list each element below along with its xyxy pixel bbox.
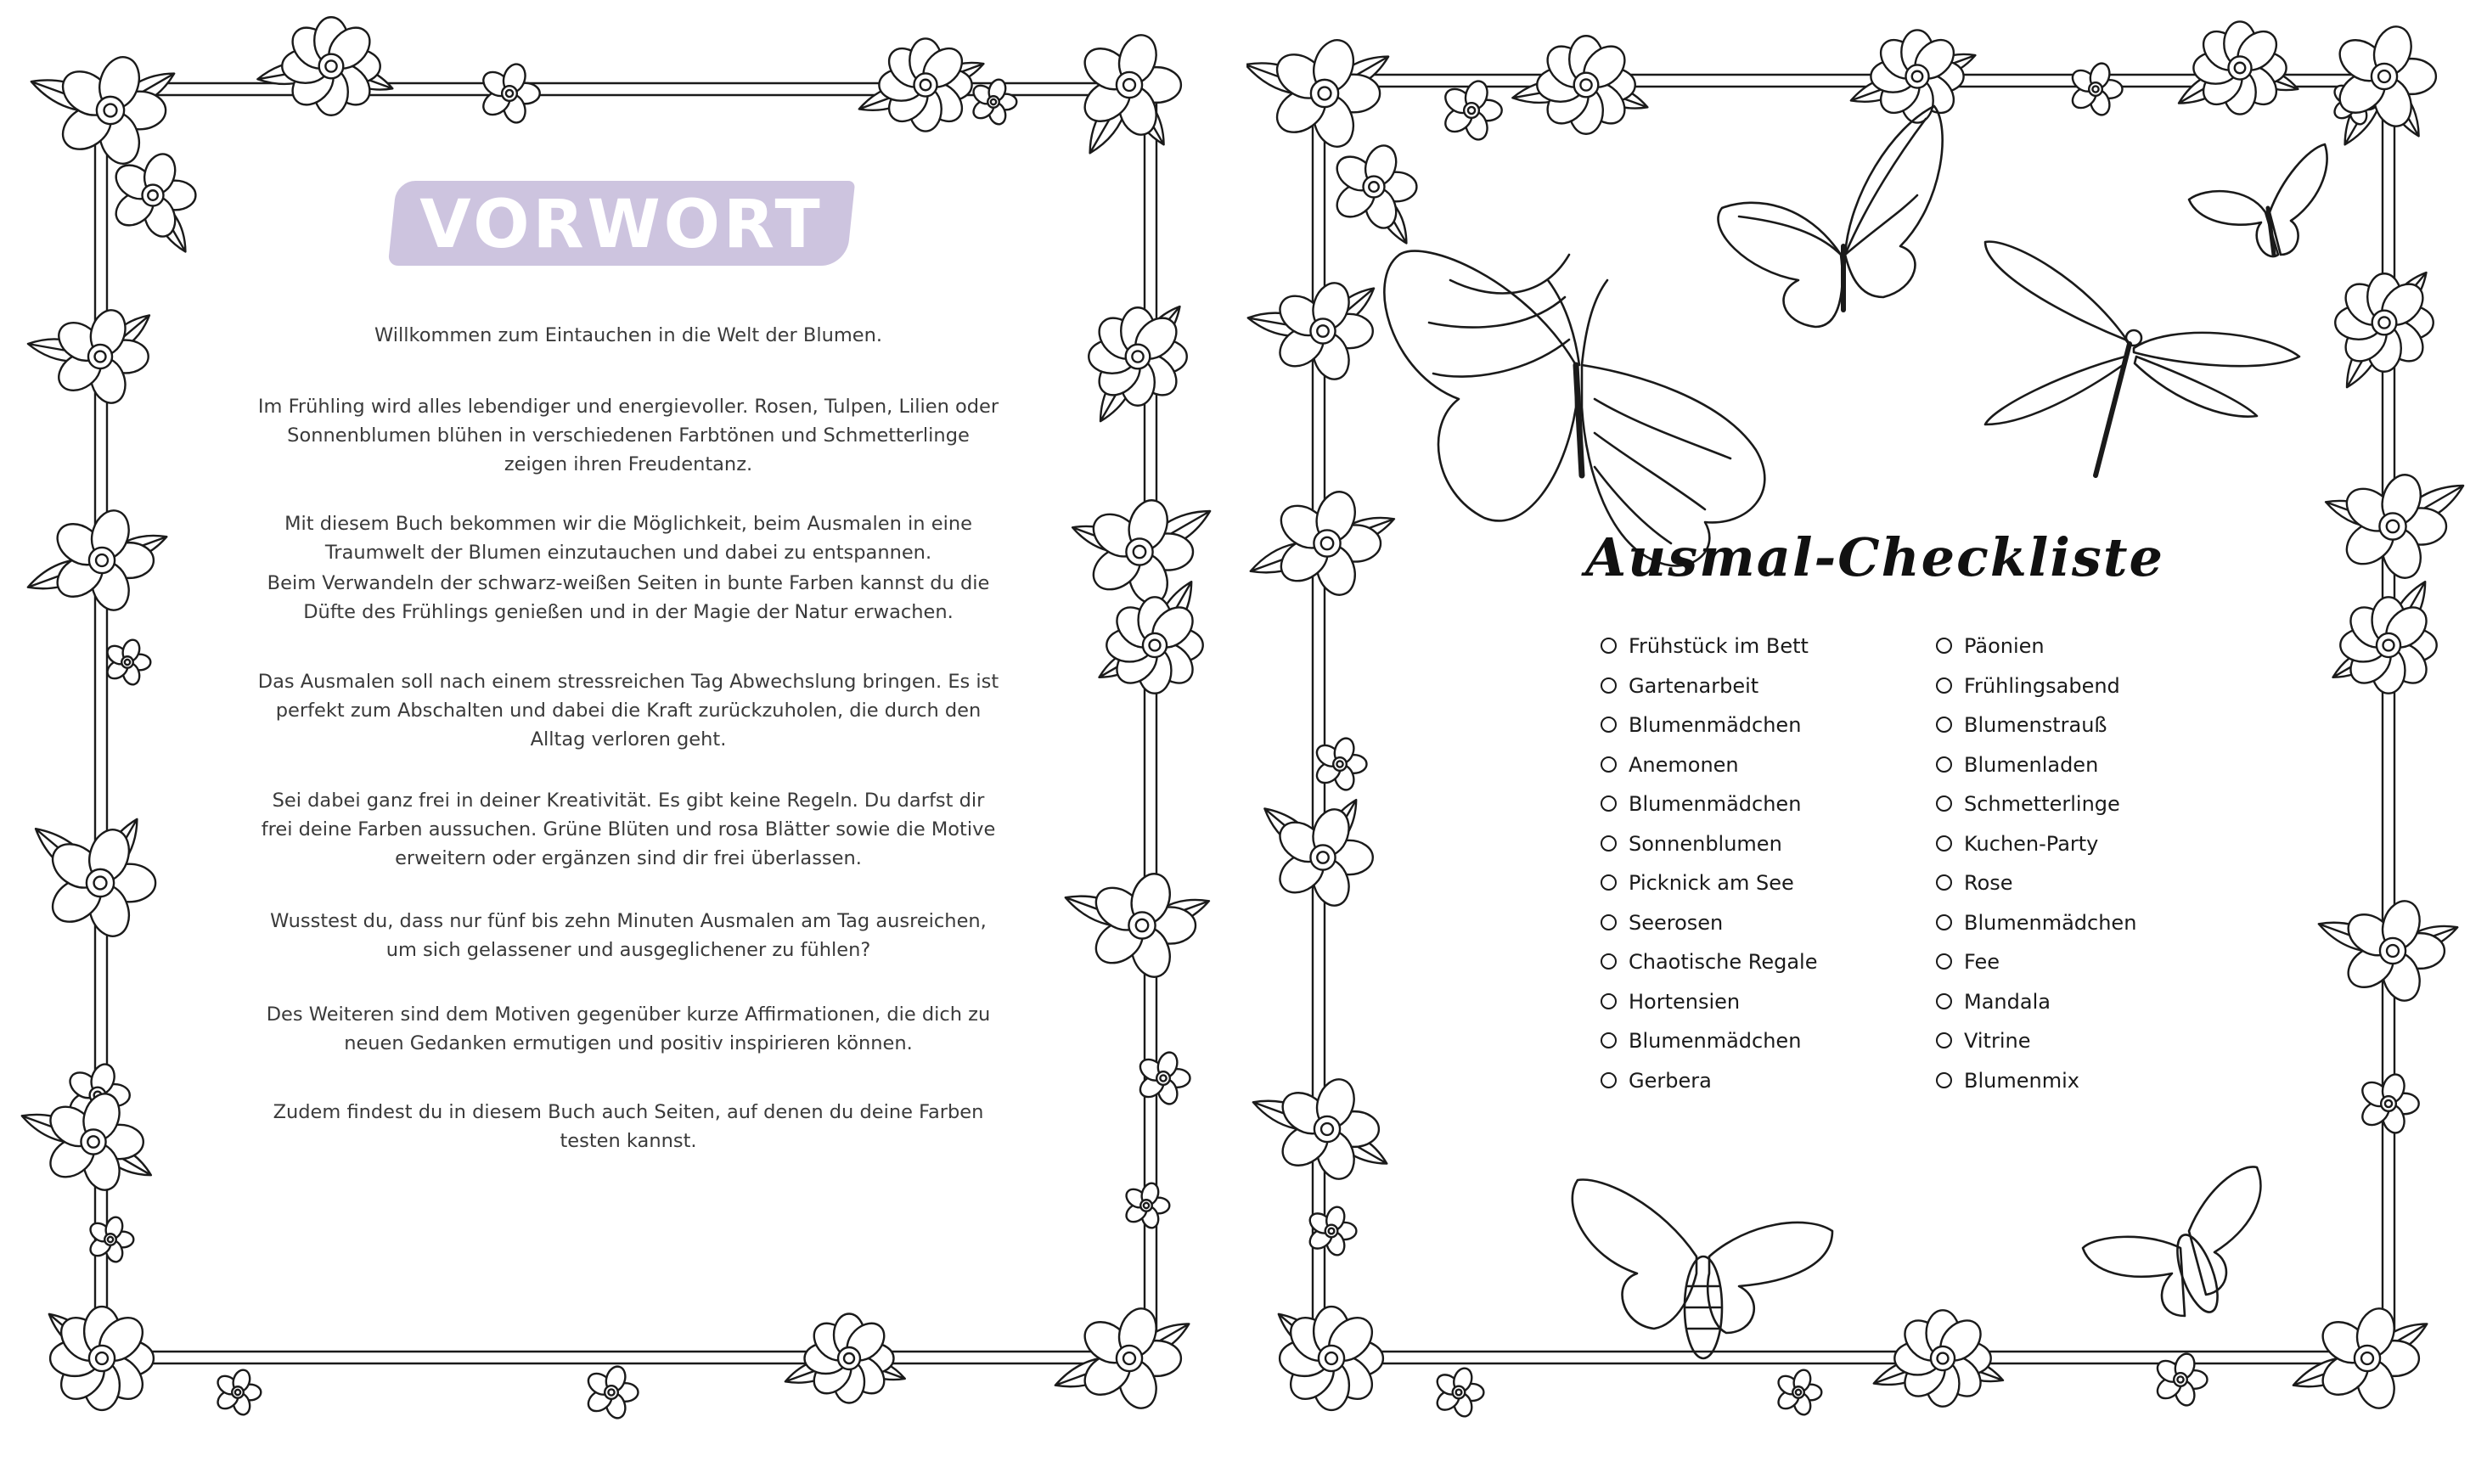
flower-icon [49,506,153,616]
checkbox-circle-icon[interactable] [1936,914,1952,930]
checklist-item[interactable] [1601,705,1817,745]
checklist-item-label: Blumenmädchen [1629,713,1802,737]
checklist-item-label: Blumenstrauß [1964,713,2107,737]
checkbox-circle-icon[interactable] [1936,993,1952,1009]
flower-icon [1088,868,1196,981]
checklist-item-label: Rose [1964,871,2013,895]
checklist-item[interactable] [1936,903,2136,943]
checklist-item-label: Päonien [1964,634,2045,658]
checklist-item-label: Fee [1964,950,2000,974]
checklist-item[interactable] [1936,982,2136,1022]
checkbox-circle-icon[interactable] [1936,756,1952,773]
checklist-item[interactable] [1936,627,2136,666]
flower-icon [1123,1181,1169,1230]
checklist-item-label: Blumenmix [1964,1068,2079,1093]
checklist-item-label: Mandala [1964,989,2051,1014]
checklist-item[interactable] [1936,1061,2136,1101]
checklist-item-label: Blumenladen [1964,752,2099,777]
butterfly-upper [1719,106,1943,327]
paragraph-transform: Beim Verwandeln der schwarz-weißen Seiten in bunte Farben kannst du die Düfte des Frühlings genießen und in der Magie der Natur erwachen. [267,572,990,623]
checklist-item-label: Blumenmädchen [1629,792,1802,816]
checklist-item-label: Picknick am See [1629,871,1794,895]
moth-right [2083,1166,2260,1317]
checkbox-circle-icon[interactable] [1601,638,1617,654]
checkbox-circle-icon[interactable] [1601,914,1617,930]
checklist-item-label: Seerosen [1629,910,1724,935]
checkbox-circle-icon[interactable] [1601,1072,1617,1088]
title-banner [392,174,851,276]
checklist-item-label: Gerbera [1629,1068,1712,1093]
checklist-column-2 [1936,627,2136,1100]
checkbox-circle-icon[interactable] [1936,638,1952,654]
checklist-item-label: Frühlingsabend [1964,673,2120,698]
flower-icon [1077,31,1180,140]
checklist-item[interactable] [1601,903,1817,943]
flower-icon [1106,597,1202,693]
right-page [1246,0,2487,1484]
flower-icon [50,1307,154,1410]
checkbox-circle-icon[interactable] [1936,677,1952,694]
checkbox-circle-icon[interactable] [1601,717,1617,733]
checklist-item[interactable] [1936,745,2136,785]
paragraph-welcome: Willkommen zum Eintauchen in die Welt der Blumen. [374,324,883,346]
checkbox-circle-icon[interactable] [1936,795,1952,812]
paragraph-test-pages: Zudem findest du in diesem Buch auch Seiten, auf denen du deine Farben testen kannst. [273,1101,984,1152]
left-page [0,0,1240,1484]
checkbox-circle-icon[interactable] [1936,835,1952,852]
flower-icon [104,638,150,687]
checklist-item[interactable] [1936,1021,2136,1061]
flower-icon [282,17,380,115]
flower-icon [87,1215,133,1264]
checkbox-circle-icon[interactable] [1601,874,1617,891]
paragraph-relax: Das Ausmalen soll nach einem stressreichen Tag Abwechslung bringen. Es ist perfekt zum Abschalten und dabei die Kraft zurückzuholen, die durch den Alltag verloren geht. [257,671,999,750]
flower-icon [214,1368,261,1417]
flower-icon [805,1314,894,1403]
checklist-item[interactable] [1936,705,2136,745]
paragraph-minutes: Wusstest du, dass nur fünf bis zehn Minuten Ausmalen am Tag ausreichen, um sich gelassener und ausgeglichener zu fühlen? [270,910,987,961]
checklist-item[interactable] [1601,666,1817,706]
flower-icon [43,1089,143,1195]
flower-icon [1077,1304,1180,1414]
checkbox-circle-icon[interactable] [1601,835,1617,852]
checklist-item-label: Vitrine [1964,1029,2031,1053]
checklist-item[interactable] [1601,942,1817,982]
checklist-item-label: Sonnenblumen [1629,831,1782,856]
checklist-item-label: Chaotische Regale [1629,950,1818,974]
checklist-item[interactable] [1601,824,1817,864]
checklist-item[interactable] [1936,666,2136,706]
flower-icon [479,61,540,125]
checkbox-circle-icon[interactable] [1601,795,1617,812]
checklist-item[interactable] [1601,745,1817,785]
checklist-column-1 [1601,627,1817,1100]
checkbox-circle-icon[interactable] [1601,1032,1617,1048]
flower-icon [1089,307,1187,406]
paragraph-affirmations: Des Weiteren sind dem Motiven gegenüber kurze Affirmationen, die dich zu neuen Gedanken ermutigen und positiv inspirieren können. [266,1003,991,1054]
paragraph-creativity: Sei dabei ganz frei in deiner Kreativität. Es gibt keine Regeln. Du darfst dir frei deine Farben aussuchen. Grüne Blüten und rosa Blätter sowie die Motive erweitern oder ergänzen sind dir frei überlassen. [261,790,996,869]
dragonfly [1985,242,2299,475]
paragraph-spring: Im Frühling wird alles lebendiger und energievoller. Rosen, Tulpen, Lilien oder Sonnenblumen blühen in verschiedenen Farbtönen und Schmetterlinge zeigen ihren Freudentanz. [257,396,999,475]
checklist-item[interactable] [1601,784,1817,824]
checklist-item[interactable] [1936,863,2136,903]
checkbox-circle-icon[interactable] [1601,953,1617,970]
checklist-item[interactable] [1601,982,1817,1022]
flower-icon [54,52,166,169]
checkbox-circle-icon[interactable] [1936,1032,1952,1048]
checklist-item-label: Frühstück im Bett [1629,634,1809,658]
butterfly-small [2189,144,2327,256]
checklist-item[interactable] [1601,627,1817,666]
moth-left [1573,1180,1832,1358]
checkbox-circle-icon[interactable] [1936,717,1952,733]
checkbox-circle-icon[interactable] [1936,953,1952,970]
checklist-item[interactable] [1936,942,2136,982]
flower-icon [584,1364,638,1421]
checklist-item[interactable] [1936,824,2136,864]
checklist-item-label: Kuchen-Party [1964,831,2099,856]
checklist-title: Ausmal-Checkliste [1585,526,2164,588]
checklist-item[interactable] [1601,1061,1817,1101]
checklist-item-label: Blumenmädchen [1629,1029,1802,1053]
checklist-item[interactable] [1936,784,2136,824]
checklist-item-label: Hortensien [1629,989,1741,1014]
checkbox-circle-icon[interactable] [1601,677,1617,694]
checklist-item[interactable] [1601,863,1817,903]
butterfly-large [1384,251,1764,566]
page-title: VORWORT [419,187,824,263]
checkbox-circle-icon[interactable] [1936,1072,1952,1088]
checkbox-circle-icon[interactable] [1936,874,1952,891]
checkbox-circle-icon[interactable] [1601,756,1617,773]
insect-illustrations [1246,0,2487,1484]
checklist-item-label: Schmetterlinge [1964,792,2120,816]
checklist-item[interactable] [1601,1021,1817,1061]
checkbox-circle-icon[interactable] [1601,993,1617,1009]
checklist-item-label: Anemonen [1629,752,1739,777]
flower-icon [879,38,971,131]
flower-icon [970,77,1016,126]
checklist-item-label: Gartenarbeit [1629,673,1759,698]
checklist-item-label: Blumenmädchen [1964,910,2137,935]
paragraph-book: Mit diesem Buch bekommen wir die Möglichkeit, beim Ausmalen in eine Traumwelt der Blumen einzutauchen und dabei zu entspannen. [284,513,972,564]
